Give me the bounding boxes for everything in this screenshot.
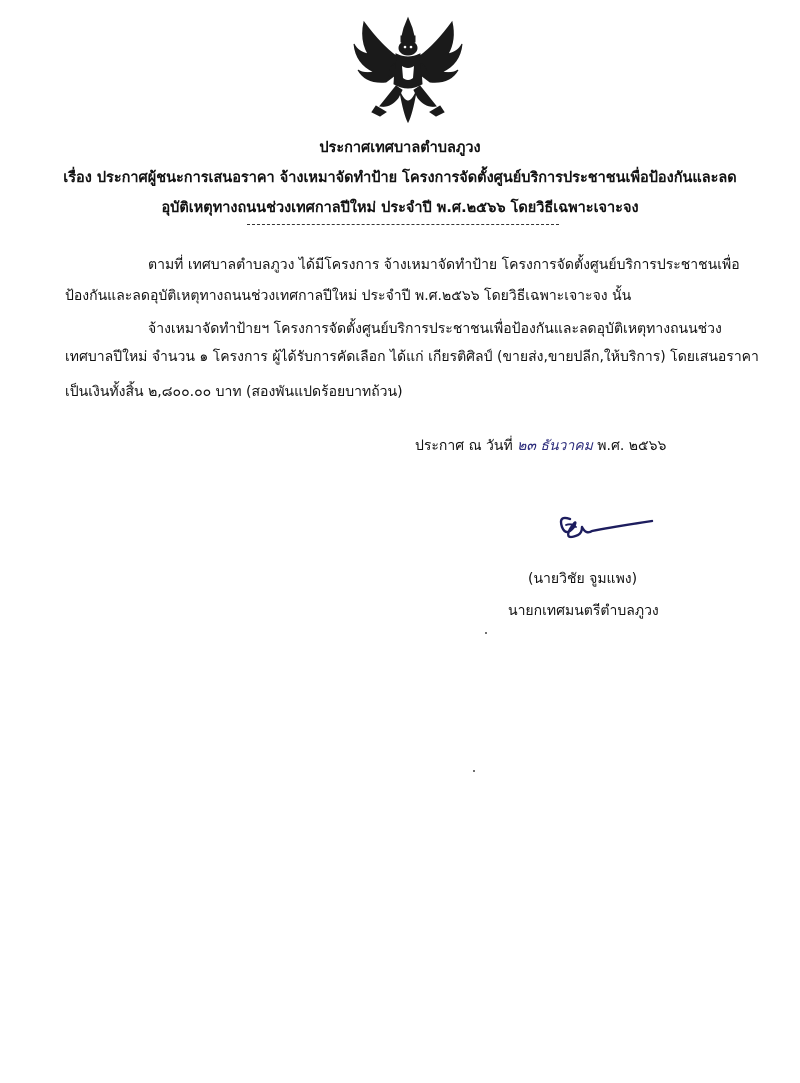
signer-name: (นายวิชัย จูมแพง) xyxy=(528,571,638,587)
body-line-3: จ้างเหมาจัดทำป้ายฯ โครงการจัดตั้งศูนย์บริการประชาชนเพื่อป้องกันและลดอุบัติเหตุทางถนนช่วง xyxy=(148,321,722,337)
body-line-5: เป็นเงินทั้งสิ้น ๒,๘๐๐.๐๐ บาท (สองพันแปดร้อยบาทถ้วน) xyxy=(65,384,403,400)
subject-line-1: เรื่อง ประกาศผู้ชนะการเสนอราคา จ้างเหมาจัดทำป้าย โครงการจัดตั้งศูนย์บริการประชาชนเพื่อป้องกันและลด xyxy=(63,170,737,186)
agency-title: ประกาศเทศบาลตำบลภูวง xyxy=(319,140,481,156)
body-line-2: ป้องกันและลดอุบัติเหตุทางถนนช่วงเทศกาลปีใหม่ ประจำปี พ.ศ.๒๕๖๖ โดยวิธีเฉพาะเจาะจง นั้น xyxy=(65,288,632,304)
handwritten-signature-icon xyxy=(552,505,662,549)
scan-speck xyxy=(485,632,487,634)
body-line-4: เทศบาลปีใหม่ จำนวน ๑ โครงการ ผู้ได้รับการคัดเลือก ได้แก่ เกียรติศิลป์ (ขายส่ง,ขายปลีก,ให้บริการ) โดยเสนอราคา xyxy=(65,349,759,365)
announce-suffix: พ.ศ. ๒๕๖๖ xyxy=(597,438,667,454)
body-line-1: ตามที่ เทศบาลตำบลภูวง ได้มีโครงการ จ้างเหมาจัดทำป้าย โครงการจัดตั้งศูนย์บริการประชาชนเพื่อ xyxy=(148,257,740,273)
announce-prefix: ประกาศ ณ วันที่ xyxy=(415,438,513,454)
header-divider xyxy=(247,224,559,225)
subject-line-2: อุบัติเหตุทางถนนช่วงเทศกาลปีใหม่ ประจำปี พ.ศ.๒๕๖๖ โดยวิธีเฉพาะเจาะจง xyxy=(161,200,639,216)
announcement-date xyxy=(415,435,666,457)
signer-title: นายกเทศมนตรีตำบลภูวง xyxy=(508,603,659,619)
scan-speck xyxy=(473,770,475,772)
garuda-emblem-icon xyxy=(350,14,466,128)
handwritten-date: ๒๓ ธันวาคม xyxy=(517,438,593,454)
